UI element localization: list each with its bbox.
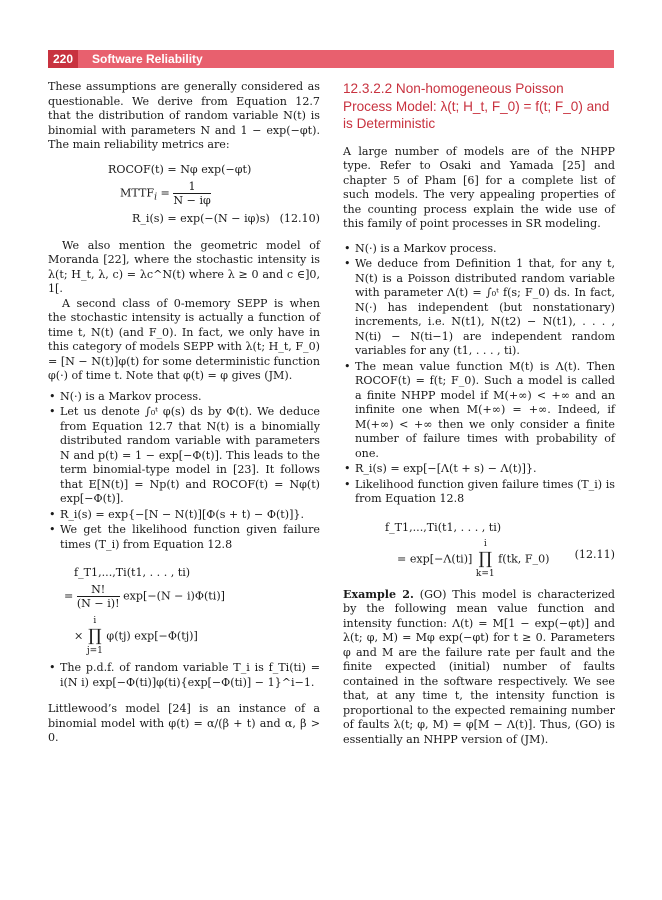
bullet-list xyxy=(48,661,320,690)
product-operator: i ∏ k=1 xyxy=(475,538,495,579)
likelihood-lhs: f_T1,...,Ti(t1, . . . , ti) xyxy=(385,520,502,534)
equation-number: (12.11) xyxy=(574,547,615,561)
paragraph: Littlewood’s model [24] is an instance of a binomial model with φ(t) = α/(β + t) and α, β > 0. xyxy=(48,702,320,744)
product-lower: j=1 xyxy=(86,646,103,656)
mttf-numerator: 1 xyxy=(173,180,210,194)
list-item: • R_i(s) = exp{−[N − N(t)][Φ(s + t) − Φ(t)]}. xyxy=(48,508,320,523)
likelihood-line-2-rest: φ(tj) exp[−Φ(tj)] xyxy=(106,629,198,643)
equation-mttf: $MTTF_i$ = $\frac{1}{N - i\varphi}$ xyxy=(120,179,211,207)
likelihood-rhs-a: = exp[−Λ(ti)] xyxy=(397,552,473,565)
list-item: • R_i(s) = exp[−[Λ(t + s) − Λ(t)]}. xyxy=(343,462,615,477)
likelihood-rhs xyxy=(343,538,615,578)
likelihood-fraction xyxy=(77,583,120,610)
equation-reliability xyxy=(48,212,320,227)
mttf-denominator: N − iφ xyxy=(173,193,211,207)
mttf-fraction xyxy=(173,180,210,207)
section-heading: 12.3.2.2 Non-homogeneous Poisson Process Model: λ(t; H_t, F_0) = f(t; F_0) and is Deterministic xyxy=(343,81,610,131)
right-column xyxy=(343,80,615,747)
fraction-numerator: N! xyxy=(77,583,120,597)
bullet-list xyxy=(48,390,320,553)
list-item: • N(·) is a Markov process. xyxy=(343,242,615,257)
product-lower: k=1 xyxy=(475,568,495,579)
running-title: Software Reliability xyxy=(92,52,203,66)
list-item: • N(·) is a Markov process. xyxy=(48,390,320,405)
likelihood-line-1-rest: exp[−(N − i)Φ(ti)] xyxy=(123,589,225,603)
example-paragraph xyxy=(343,588,615,748)
left-column xyxy=(48,80,320,746)
product-upper: i xyxy=(483,538,487,549)
list-item: • The p.d.f. of random variable T_i is f_Ti(ti) = i(N i) exp[−Φ(ti)]φ(ti){exp[−Φ(ti)] − 1}^i−1. xyxy=(48,661,320,690)
bullet-list xyxy=(343,242,615,507)
likelihood-line-1: = $\frac{N!}{(N - i)!}$ exp[−(N − i)Φ(ti)] xyxy=(64,583,225,610)
reliability-formula: R_i(s) = exp(−(N − iφ)s) xyxy=(132,211,270,225)
list-item: • The mean value function M(t) is Λ(t). Then ROCOF(t) = f(t; F_0). Such a model is called a finite NHPP model if M(+∞) < +∞ and an infinite one when M(+∞) = +∞. Indeed, if M(+∞) < +∞ then we only consider a finite number of failure times with probability of one. xyxy=(343,360,615,462)
list-item: • Likelihood function given failure times (T_i) is from Equation 12.8 xyxy=(343,478,615,507)
equation-rocof: ROCOF(t) = Nφ exp(−φt) xyxy=(108,162,252,176)
mttf-lhs: MTTF xyxy=(120,186,155,199)
likelihood-rhs-b: f(tk, F_0) xyxy=(498,552,550,565)
equation-number: (12.10) xyxy=(279,211,320,225)
likelihood-lhs: f_T1,...,Ti(t1, . . . , ti) xyxy=(74,566,191,579)
list-item: • Let us denote ∫₀ᵗ φ(s) ds by Φ(t). We deduce from Equation 12.7 that N(t) is a binomially distributed random variable with parameters N and p(t) = 1 − exp[−Φ(t)]. This leads to the term binomial-type model in [23]. It follows that E[N(t)] = Np(t) and ROCOF(t) = Nφ(t) exp[−Φ(t)]. xyxy=(48,405,320,507)
paragraph: A large number of models are of the NHPP type. Refer to Osaki and Yamada [25] and chapter 5 of Pham [6] for a complete list of such models. The very appealing properties of the counting process explain the wide use of this family of point processes in SR modeling. xyxy=(343,144,615,230)
product-operator: i ∏ j=1 xyxy=(86,616,103,656)
running-header xyxy=(48,50,614,68)
example-text: (GO) This model is characterized by the following mean value function and intensity function: Λ(t) = M[1 − exp(−φt)] and λ(t; φ, M) = Mφ exp(−φt) for t ≥ 0. Parameters φ and M are the failure rate per fault and the finite expected (initial) number of faults contained in the software respectively. We see that, at any time t, the intensity function is proportional to the expected remaining number of faults λ(t; φ, M) = φ[M − Λ(t)]. Thus, (GO) is essentially an NHPP version of (JM). xyxy=(343,587,615,746)
paragraph: A second class of 0-memory SEPP is when the stochastic intensity is actually a function of time t, N(t) (and F_0). In fact, we only have in this category of models SEPP with λ(t; H_t, F_0) = [N − N(t)]φ(t) for some deterministic function φ(·) of time t. Note that φ(t) = φ gives (JM). xyxy=(48,296,320,382)
fraction-denominator: (N − i)! xyxy=(76,597,120,610)
paragraph: We also mention the geometric model of Moranda [22], where the stochastic intensity is λ(t; H_t, λ, c) = λc^N(t) where λ ≥ 0 and c ∈]0, 1[. xyxy=(48,238,320,295)
likelihood-line-2: × i ∏ j=1 φ(tj) exp[−Φ(tj)] xyxy=(74,616,198,656)
list-item: • We deduce from Definition 1 that, for any t, N(t) is a Poisson distributed random variable with parameter Λ(t) = ∫₀ᵗ f(s; F_0) ds. In fact, N(·) has independent (but nonstationary) increments, i.e. N(t1), N(t2) − N(t1), . . . , N(ti) − N(ti−1) are independent random variables for any (t1, . . . , ti). xyxy=(343,257,615,359)
paragraph: These assumptions are generally considered as questionable. We derive from Equation 12.7 that the distribution of random variable N(t) is binomial with parameters N and 1 − exp(−φt). The main reliability metrics are: xyxy=(48,80,320,151)
product-upper: i xyxy=(93,616,97,626)
page-number: 220 xyxy=(48,50,78,68)
list-item: • We get the likelihood function given failure times (T_i) from Equation 12.8 xyxy=(48,523,320,552)
example-label: Example 2. xyxy=(343,587,414,601)
